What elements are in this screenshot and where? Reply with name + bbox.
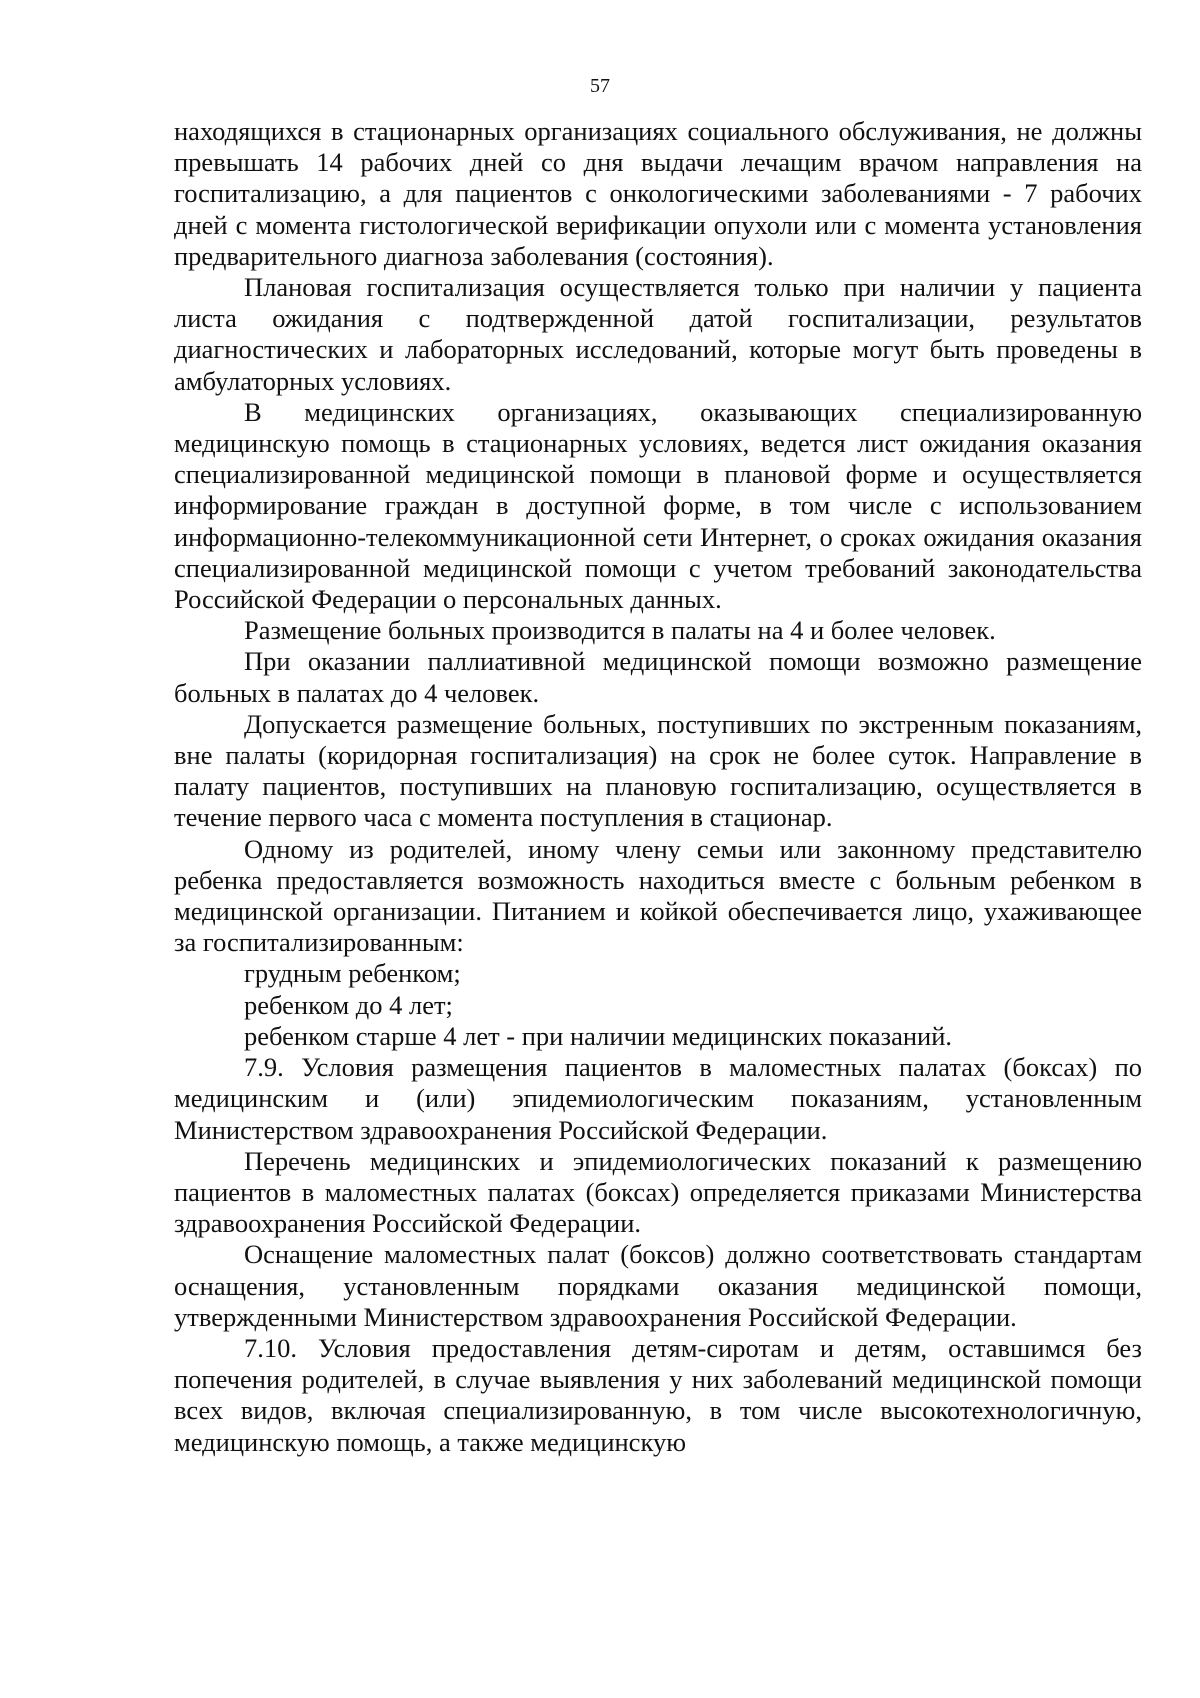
section-7-10: 7.10. Условия предоставления детям-сиротам и детям, оставшимся без попечения родителей, в случае выявления у них заболеваний медицинской помощи всех видов, включая специализированную, в том числе высокотехнологичную, медицинскую помощь, а также медицинскую xyxy=(174,1332,1142,1457)
page-number: 57 xyxy=(590,75,610,97)
paragraph-ward-placement: Размещение больных производится в палаты на 4 и более человек. xyxy=(244,615,996,646)
paragraph-parent-stay: Одному из родителей, иному члену семьи или законному представителю ребенка предоставляется возможность находиться вместе с больным ребенком в медицинской организации. Питанием и койкой обеспечивается лицо, ухаживающее за госпитализированным: xyxy=(174,833,1142,958)
list-item: ребенком до 4 лет; xyxy=(244,989,453,1020)
list-item: грудным ребенком; xyxy=(244,958,461,989)
paragraph-continuation: находящихся в стационарных организациях социального обслуживания, не должны превышать 14 рабочих дней со дня выдачи лечащим врачом направления на госпитализацию, а для пациентов с онкологическими заболеваниями - 7 рабочих дней с момента гистологической верификации опухоли или с момента установления предварительного диагноза заболевания (состояния). xyxy=(174,116,1142,271)
paragraph-emergency-admission: Допускается размещение больных, поступивших по экстренным показаниям, вне палаты (коридорная госпитализация) на срок не более суток. Направление в палату пациентов, поступивших на плановую госпитализацию, осуществляется в течение первого часа с момента поступления в стационар. xyxy=(174,708,1142,833)
paragraph-planned-hospitalization: Плановая госпитализация осуществляется только при наличии у пациента листа ожидания с подтвержденной датой госпитализации, результатов диагностических и лабораторных исследований, которые могут быть проведены в амбулаторных условиях. xyxy=(174,272,1142,396)
paragraph-palliative-care: При оказании паллиативной медицинской помощи возможно размещение больных в палатах до 4 человек. xyxy=(174,646,1142,708)
list-item: ребенком старше 4 лет - при наличии медицинских показаний. xyxy=(244,1020,953,1051)
paragraph-waiting-list: В медицинских организациях, оказывающих специализированную медицинскую помощь в стационарных условиях, ведется лист ожидания оказания специализированной медицинской помощи в плановой форме и осуществляется информирование граждан в доступной форме, в том числе с использованием информационно-телекоммуникационной сети Интернет, о сроках ожидания оказания специализированной медицинской помощи с учетом требований законодательства Российской Федерации о персональных данных. xyxy=(174,396,1142,615)
document-body xyxy=(174,116,1142,1458)
paragraph-ward-equipment: Оснащение маломестных палат (боксов) должно соответствовать стандартам оснащения, установленным порядками оказания медицинской помощи, утвержденными Министерством здравоохранения Российской Федерации. xyxy=(174,1239,1142,1332)
section-7-9: 7.9. Условия размещения пациентов в маломестных палатах (боксах) по медицинским и (или) эпидемиологическим показаниям, установленным Министерством здравоохранения Российской Федерации. xyxy=(174,1052,1142,1145)
paragraph-indications-list: Перечень медицинских и эпидемиологических показаний к размещению пациентов в маломестных палатах (боксах) определяется приказами Министерства здравоохранения Российской Федерации. xyxy=(174,1145,1142,1239)
